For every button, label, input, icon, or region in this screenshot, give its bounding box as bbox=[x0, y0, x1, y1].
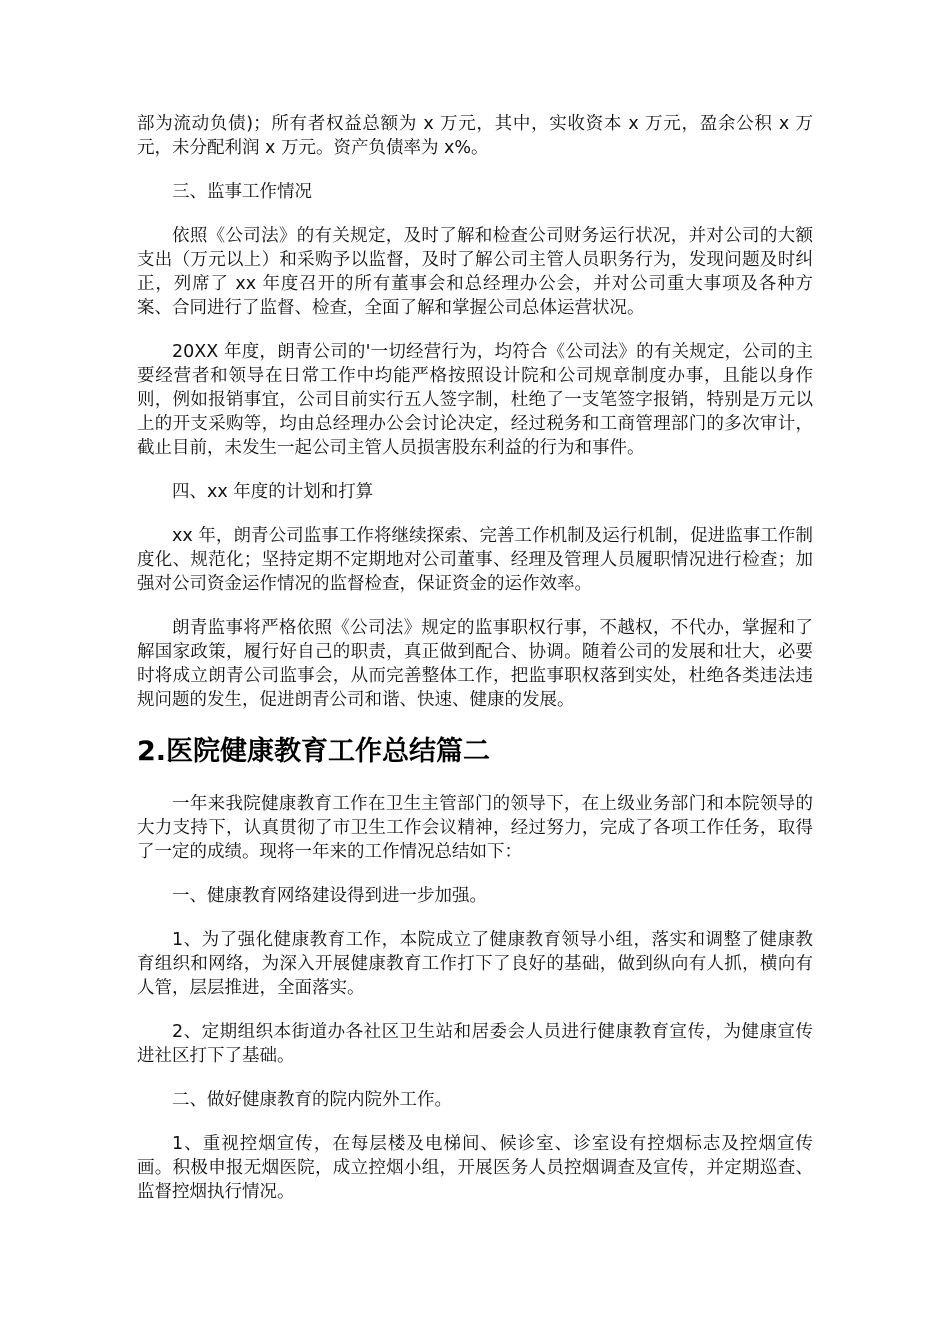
section-heading: 2.医院健康教育工作总结篇二 bbox=[137, 736, 491, 767]
subheading-annual-plan: 四、xx 年度的计划和打算 bbox=[172, 482, 374, 502]
paragraph-supervisor-duties: 朗青监事将严格依照《公司法》规定的监事职权行事，不越权，不代办，掌握和了解国家政策，履行好自己的职责，真正做到配合、协调。随着公司的发展和壮大，必要时将成立朗青公司监事会，从而完善整体工作，把监事职权落到实处，杜绝各类违法违规问题的发生，促进朗青公司和谐、快速、健康的发展。 bbox=[137, 618, 813, 710]
paragraph-balance-sheet: 部为流动负债)；所有者权益总额为 x 万元，其中，实收资本 x 万元，盈余公积 x 万元，未分配利润 x 万元。资产负债率为 x%。 bbox=[137, 114, 813, 158]
subheading-network: 一、健康教育网络建设得到进一步加强。 bbox=[172, 886, 487, 906]
paragraph-network-2: 2、定期组织本街道办各社区卫生站和居委会人员进行健康教育宣传，为健康宣传进社区打下了基础。 bbox=[137, 1022, 813, 1066]
document-page bbox=[137, 112, 813, 1224]
paragraph-annual-operations: 20XX 年度，朗青公司的'一切经营行为，均符合《公司法》的有关规定，公司的主要经营者和领导在日常工作中均能严格按照设计院和公司规章制度办事，且能以身作则，例如报销事宜，公司目前实行五人签字制，杜绝了一支笔签字报销，特别是万元以上的开支采购等，均由总经理办公会讨论决定，经过税务和工商管理部门的多次审计，截止目前，未发生一起公司主管人员损害股东利益的行为和事件。 bbox=[137, 342, 813, 458]
paragraph-hospital-intro: 一年来我院健康教育工作在卫生主管部门的领导下，在上级业务部门和本院领导的大力支持下，认真贯彻了市卫生工作会议精神，经过努力，完成了各项工作任务，取得了一定的成绩。现将一年来的工作情况总结如下： bbox=[137, 794, 813, 862]
paragraph-plan-details: xx 年，朗青公司监事工作将继续探索、完善工作机制及运行机制，促进监事工作制度化、规范化；坚持定期不定期地对公司董事、经理及管理人员履职情况进行检查；加强对公司资金运作情况的监督检查，保证资金的运作效率。 bbox=[137, 526, 813, 594]
subheading-supervision-work: 三、监事工作情况 bbox=[172, 182, 312, 202]
paragraph-network-1: 1、为了强化健康教育工作，本院成立了健康教育领导小组，落实和调整了健康教育组织和网络，为深入开展健康教育工作打下了良好的基础，做到纵向有人抓，横向有人管，层层推进，全面落实。 bbox=[137, 930, 813, 998]
paragraph-supervision-law: 依照《公司法》的有关规定，及时了解和检查公司财务运行状况，并对公司的大额支出（万元以上）和采购予以监督，及时了解公司主管人员职务行为，发现问题及时纠正，列席了 xx 年度召开的所有董事会和总经理办公会，并对公司重大事项及各种方案、合同进行了监督、检查，全面了解和掌握公司总体运营状况。 bbox=[137, 226, 813, 318]
subheading-inside-outside: 二、做好健康教育的院内院外工作。 bbox=[172, 1090, 452, 1110]
paragraph-tobacco-control: 1、重视控烟宣传，在每层楼及电梯间、候诊室、诊室设有控烟标志及控烟宣传画。积极申报无烟医院，成立控烟小组，开展医务人员控烟调查及宣传，并定期巡查、监督控烟执行情况。 bbox=[137, 1134, 813, 1202]
